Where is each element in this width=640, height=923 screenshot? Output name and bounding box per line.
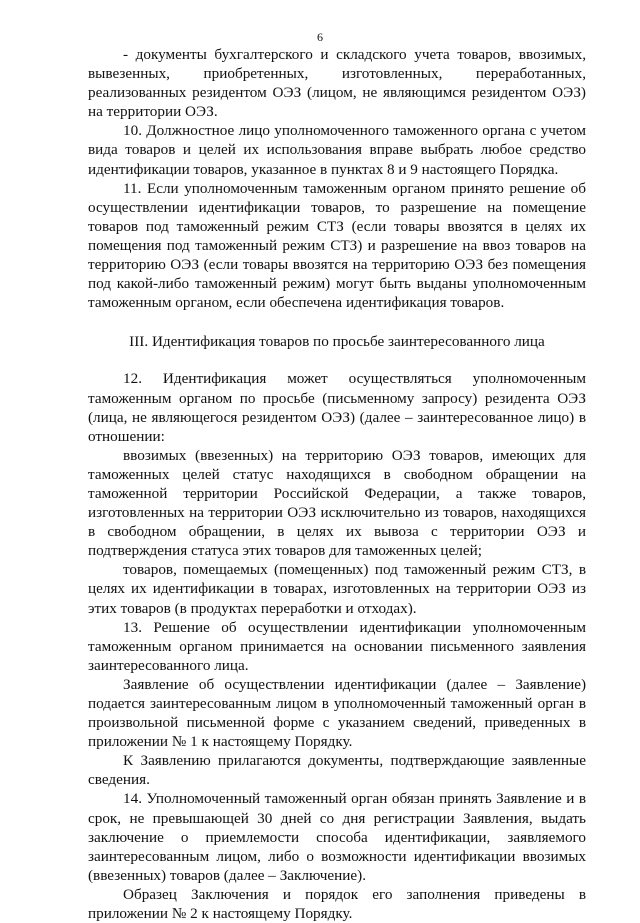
paragraph-14: 14. Уполномоченный таможенный орган обязан принять Заявление и в срок, не превышающей 30 дней со дня регистрации Заявления, выдать заключение о приемлемости способа идентификации, заявляемого заинтересованным лицом, либо о возможности идентификации ввозимых (ввезенных) товаров (далее – Заключение). xyxy=(88,790,586,884)
paragraph-12-item-imported-goods: ввозимых (ввезенных) на территорию ОЭЗ товаров, имеющих для таможенных целей статус находящихся в свободном обращении на таможенной территории Российской Федерации, а также товаров, изготовленных на территории ОЭЗ исключительно из товаров, находящихся в свободном обращении, в целях их вывоза с территории ОЭЗ и подтверждения статуса этих товаров для таможенных целей; xyxy=(88,446,586,560)
paragraph-14-sample: Образец Заключения и порядок его заполнения приведены в приложении № 2 к настоящему Порядку. xyxy=(88,885,586,923)
paragraph-13-attachments: К Заявлению прилагаются документы, подтверждающие заявленные сведения. xyxy=(88,752,586,789)
paragraph-11: 11. Если уполномоченным таможенным органом принято решение об осуществлении идентификации товаров, то разрешение на помещение товаров под таможенный режим СТЗ (если товары ввозятся в целях их помещения под таможенный режим СТЗ) и разрешение на ввоз товаров на территорию ОЭЗ (если товары ввозятся на территорию ОЭЗ без помещения под какой-либо таможенный режим) могут быть выданы уполномоченным таможенным органом, если обеспечена идентификация товаров. xyxy=(88,179,586,312)
paragraph-12: 12. Идентификация может осуществляться уполномоченным таможенным органом по просьбе (письменному запросу) резидента ОЭЗ (лица, не являющегося резидентом ОЭЗ) (далее – заинтересованное лицо) в отношении: xyxy=(88,370,586,445)
section-heading-iii: III. Идентификация товаров по просьбе заинтересованного лица xyxy=(129,333,545,351)
paragraph-13-application: Заявление об осуществлении идентификации (далее – Заявление) подается заинтересованным лицом в уполномоченный таможенный орган в произвольной письменной форме с указанием сведений, приведенных в приложении № 1 к настоящему Порядку. xyxy=(88,675,586,751)
document-body xyxy=(88,45,586,923)
paragraph-documents-list-item: - документы бухгалтерского и складского учета товаров, ввозимых, вывезенных, приобретенных, изготовленных, переработанных, реализованных резидентом ОЭЗ (лицом, не являющимся резидентом ОЭЗ) на территории ОЭЗ. xyxy=(88,46,586,121)
paragraph-13: 13. Решение об осуществлении идентификации уполномоченным таможенным органом принимается на основании письменного заявления заинтересованного лица. xyxy=(88,618,586,674)
paragraph-12-item-stz-goods: товаров, помещаемых (помещенных) под таможенный режим СТЗ, в целях их идентификации в товарах, изготовленных на территории ОЭЗ из этих товаров (в продуктах переработки и отходах). xyxy=(88,561,586,617)
paragraph-10: 10. Должностное лицо уполномоченного таможенного органа с учетом вида товаров и целей их использования вправе выбрать любое средство идентификации товаров, указанное в пунктах 8 и 9 настоящего Порядка. xyxy=(88,122,586,178)
page-number: 6 xyxy=(317,30,323,44)
